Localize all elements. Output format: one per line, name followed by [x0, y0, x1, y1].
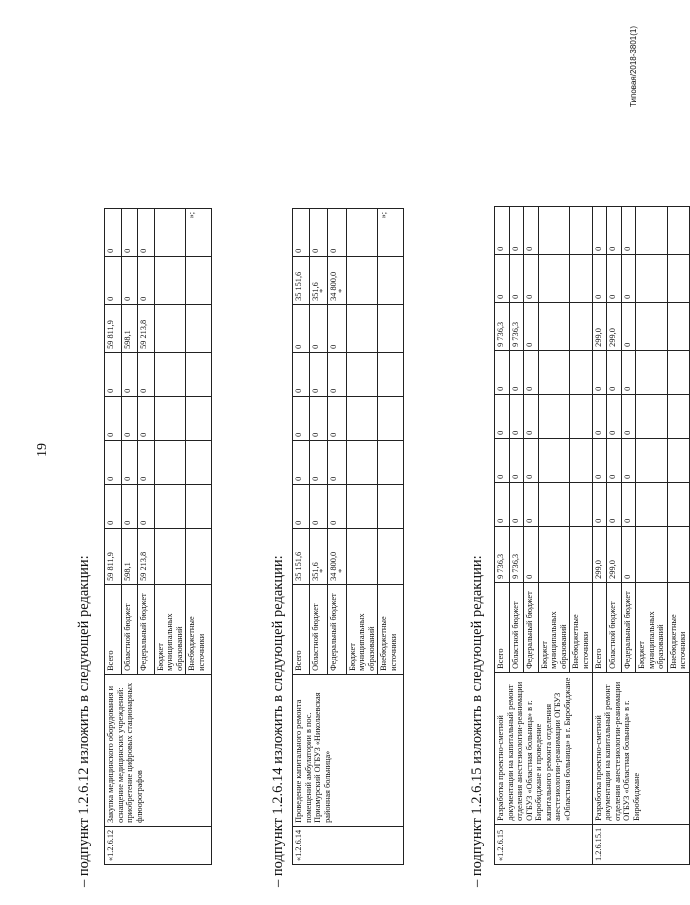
amount-cell: [538, 206, 570, 254]
funding-source: Областной бюджет: [607, 582, 622, 672]
amount-cell: 0: [309, 396, 328, 440]
amount-cell: 0: [105, 256, 122, 304]
amount-cell: 0: [607, 254, 622, 302]
amount-cell: [570, 254, 592, 302]
amount-cell: [636, 438, 668, 482]
amount-cell: [186, 528, 212, 584]
amount-cell: [667, 438, 689, 482]
amount-cell: [346, 440, 378, 484]
amount-cell: 59 811,9: [105, 528, 122, 584]
amount-cell: 0: [524, 254, 539, 302]
amount-cell: 0: [509, 394, 524, 438]
amount-cell: 0: [309, 304, 328, 352]
amount-cell: 0: [105, 396, 122, 440]
amount-cell: [667, 526, 689, 582]
amount-cell: [538, 482, 570, 526]
funding-source: Федеральный бюджет: [621, 582, 636, 672]
amount-cell: 0: [309, 440, 328, 484]
amount-cell: 0: [621, 482, 636, 526]
amount-cell: [186, 396, 212, 440]
amount-cell: 351,6 *: [309, 528, 328, 584]
footnote-mark: *: [318, 288, 328, 293]
amount-cell: 0: [621, 438, 636, 482]
amount-cell: [154, 304, 186, 352]
amount-cell: [346, 208, 378, 256]
amount-cell: [378, 352, 404, 396]
amount-cell: 0: [524, 526, 539, 582]
amount-cell: 0: [524, 482, 539, 526]
amount-cell: 9 736,3: [509, 302, 524, 350]
amount-cell: [154, 440, 186, 484]
amount-cell: [538, 526, 570, 582]
section-heading: – подпункт 1.2.6.14 изложить в следующей редакции:: [270, 555, 286, 887]
amount-cell: 0: [138, 352, 155, 396]
amount-cell: [378, 528, 404, 584]
amount-cell: [570, 350, 592, 394]
amount-cell: [636, 254, 668, 302]
amount-cell: 0: [138, 396, 155, 440]
amount-cell: [667, 394, 689, 438]
amount-cell: 0: [621, 254, 636, 302]
amount-cell: 9 736,3: [495, 302, 510, 350]
section-heading: – подпункт 1.2.6.12 изложить в следующей редакции:: [76, 555, 92, 887]
amount-cell: 0: [621, 394, 636, 438]
amount-cell: [346, 484, 378, 528]
amount-cell: [667, 350, 689, 394]
page-footer: Типовая/2018-3801(1): [629, 26, 638, 107]
amount-cell: 0: [121, 208, 138, 256]
amount-cell: 0: [524, 394, 539, 438]
funding-source: Всего: [495, 582, 510, 672]
funding-source: Бюджет муниципальных образований: [636, 582, 668, 672]
amount-cell: 0: [592, 482, 607, 526]
amount-cell: 9 736,3: [495, 526, 510, 582]
funding-source: Бюджет муниципальных образований: [154, 584, 186, 674]
amount-cell: 0: [293, 208, 310, 256]
amount-cell: »;: [186, 208, 212, 256]
funding-source: Федеральный бюджет: [138, 584, 155, 674]
amount-cell: 0: [105, 352, 122, 396]
amount-cell: [154, 256, 186, 304]
amount-cell: 598,1: [121, 528, 138, 584]
amount-cell: [346, 396, 378, 440]
amount-cell: [538, 302, 570, 350]
funding-source: Внебюджетные источники: [570, 582, 592, 672]
amount-cell: [154, 208, 186, 256]
funding-source: Бюджет муниципальных образований: [346, 584, 378, 674]
amount-cell: 0: [328, 352, 347, 396]
amount-cell: 0: [607, 482, 622, 526]
amount-cell: [378, 304, 404, 352]
amount-cell: [570, 482, 592, 526]
amount-cell: 0: [621, 206, 636, 254]
funding-source: Всего: [592, 582, 607, 672]
amount-cell: 0: [509, 206, 524, 254]
amount-cell: [378, 396, 404, 440]
amount-cell: [570, 206, 592, 254]
amount-cell: 0: [121, 440, 138, 484]
amount-cell: 0: [524, 302, 539, 350]
amount-cell: 0: [495, 206, 510, 254]
amount-cell: 0: [138, 440, 155, 484]
amount-cell: 0: [309, 484, 328, 528]
amount-cell: [154, 396, 186, 440]
amount-cell: 0: [293, 484, 310, 528]
amount-cell: 0: [524, 206, 539, 254]
funding-source: Внебюджетные источники: [186, 584, 212, 674]
amount-cell: 0: [309, 352, 328, 396]
amount-cell: 0: [495, 350, 510, 394]
amount-cell: 0: [621, 350, 636, 394]
amount-cell: [636, 526, 668, 582]
amount-cell: 59 213,8: [138, 304, 155, 352]
amount-cell: 0: [328, 304, 347, 352]
amount-cell: 0: [121, 256, 138, 304]
funding-source: Областной бюджет: [121, 584, 138, 674]
funding-table: [292, 208, 404, 865]
item-description: Разработка проектно-сметной документации на капитальный ремонт отделения анестезиологии-реанимации ОГБУЗ «Областная больница» в г. Биробиджане и проведение капитального ремонта отделения анестезиологии-реанимации ОГБУЗ «Областная больница» в г. Биробиджане: [495, 672, 593, 824]
amount-cell: [636, 482, 668, 526]
amount-cell: 0: [138, 208, 155, 256]
amount-cell: [378, 256, 404, 304]
amount-cell: 0: [495, 254, 510, 302]
amount-cell: 299,0: [607, 302, 622, 350]
amount-cell: [346, 528, 378, 584]
amount-cell: 0: [293, 440, 310, 484]
funding-source: Всего: [293, 584, 310, 674]
amount-cell: 0: [509, 482, 524, 526]
amount-cell: [154, 484, 186, 528]
amount-cell: [570, 302, 592, 350]
funding-source: Областной бюджет: [509, 582, 524, 672]
amount-cell: 0: [607, 350, 622, 394]
amount-cell: 0: [509, 254, 524, 302]
funding-source: Бюджет муниципальных образований: [538, 582, 570, 672]
footnote-mark: *: [336, 568, 346, 573]
amount-cell: [186, 440, 212, 484]
amount-cell: 299,0: [607, 526, 622, 582]
amount-cell: [570, 394, 592, 438]
amount-cell: [570, 526, 592, 582]
amount-cell: 0: [592, 206, 607, 254]
amount-cell: 0: [121, 396, 138, 440]
amount-cell: [186, 304, 212, 352]
amount-cell: [186, 256, 212, 304]
section-heading: – подпункт 1.2.6.15 изложить в следующей редакции:: [469, 555, 485, 887]
amount-cell: 59 213,8: [138, 528, 155, 584]
amount-cell: [667, 254, 689, 302]
amount-cell: [570, 438, 592, 482]
table-row: [105, 208, 122, 864]
amount-cell: [346, 256, 378, 304]
amount-cell: 59 811,9: [105, 304, 122, 352]
amount-cell: [186, 484, 212, 528]
amount-cell: 0: [328, 484, 347, 528]
item-code: «1.2.6.15: [495, 824, 593, 864]
funding-source: Федеральный бюджет: [524, 582, 539, 672]
amount-cell: 0: [524, 350, 539, 394]
table-row: [293, 208, 310, 864]
amount-cell: 0: [495, 482, 510, 526]
amount-cell: 0: [105, 484, 122, 528]
amount-cell: 0: [105, 208, 122, 256]
amount-cell: 0: [592, 394, 607, 438]
amount-cell: [378, 440, 404, 484]
amount-cell: 0: [121, 352, 138, 396]
amount-cell: [667, 206, 689, 254]
amount-cell: [636, 206, 668, 254]
amount-cell: 0: [328, 440, 347, 484]
amount-cell: 34 800,0 *: [328, 528, 347, 584]
funding-table: [494, 206, 690, 865]
amount-cell: [538, 254, 570, 302]
amount-cell: [186, 352, 212, 396]
page-number: 19: [35, 443, 50, 457]
funding-source: Всего: [105, 584, 122, 674]
table-row: [592, 206, 607, 864]
amount-cell: 0: [309, 208, 328, 256]
amount-cell: [636, 302, 668, 350]
amount-cell: 0: [495, 394, 510, 438]
amount-cell: [154, 528, 186, 584]
amount-cell: 0: [509, 350, 524, 394]
amount-cell: [346, 304, 378, 352]
funding-source: Федеральный бюджет: [328, 584, 347, 674]
amount-cell: 0: [293, 304, 310, 352]
amount-cell: 0: [607, 438, 622, 482]
amount-cell: 598,1: [121, 304, 138, 352]
footnote-mark: *: [318, 568, 328, 573]
funding-source: Внебюджетные источники: [378, 584, 404, 674]
table-row: [495, 206, 510, 864]
rotated-sheet: [54, 0, 688, 905]
amount-cell: 0: [621, 302, 636, 350]
amount-cell: [538, 438, 570, 482]
amount-cell: 0: [328, 208, 347, 256]
amount-cell: 0: [524, 438, 539, 482]
item-description: Закупка медицинского оборудования и оснащение медицинских учреждений: приобретение цифровых стационарных флюорографов: [105, 674, 212, 826]
item-code: «1.2.6.14: [293, 826, 404, 864]
item-description: Разработка проектно-сметной документации на капитальный ремонт отделения анестезиологии-реанимации ОГБУЗ «Областная больница» в г. Биробиджане: [592, 672, 690, 824]
amount-cell: [154, 352, 186, 396]
amount-cell: »;: [378, 208, 404, 256]
amount-cell: [667, 302, 689, 350]
amount-cell: 0: [607, 394, 622, 438]
amount-cell: 0: [121, 484, 138, 528]
funding-source: Областной бюджет: [309, 584, 328, 674]
amount-cell: 0: [592, 350, 607, 394]
amount-cell: 35 151,6: [293, 528, 310, 584]
footnote-mark: *: [336, 288, 346, 293]
amount-cell: [538, 350, 570, 394]
amount-cell: 0: [105, 440, 122, 484]
amount-cell: [346, 352, 378, 396]
amount-cell: [538, 394, 570, 438]
amount-cell: 34 800,0 *: [328, 256, 347, 304]
amount-cell: 9 736,3: [509, 526, 524, 582]
funding-source: Внебюджетные источники: [667, 582, 689, 672]
item-description: Проведение капитального ремонта помещений амбулатории в пос. Приамурский ОГБУЗ «Николаевская районная больница»: [293, 674, 404, 826]
amount-cell: 299,0: [592, 526, 607, 582]
amount-cell: 35 151,6: [293, 256, 310, 304]
amount-cell: [378, 484, 404, 528]
amount-cell: [636, 394, 668, 438]
amount-cell: 0: [138, 256, 155, 304]
amount-cell: [636, 350, 668, 394]
amount-cell: 0: [592, 254, 607, 302]
amount-cell: 0: [293, 352, 310, 396]
amount-cell: 299,0: [592, 302, 607, 350]
amount-cell: 0: [621, 526, 636, 582]
amount-cell: 0: [495, 438, 510, 482]
amount-cell: 0: [607, 206, 622, 254]
amount-cell: 351,6 *: [309, 256, 328, 304]
funding-table: [104, 208, 212, 865]
amount-cell: 0: [293, 396, 310, 440]
amount-cell: [667, 482, 689, 526]
item-code: 1.2.6.15.1: [592, 824, 690, 864]
amount-cell: 0: [509, 438, 524, 482]
item-code: «1.2.6.12: [105, 826, 212, 864]
amount-cell: 0: [328, 396, 347, 440]
amount-cell: 0: [138, 484, 155, 528]
amount-cell: 0: [592, 438, 607, 482]
